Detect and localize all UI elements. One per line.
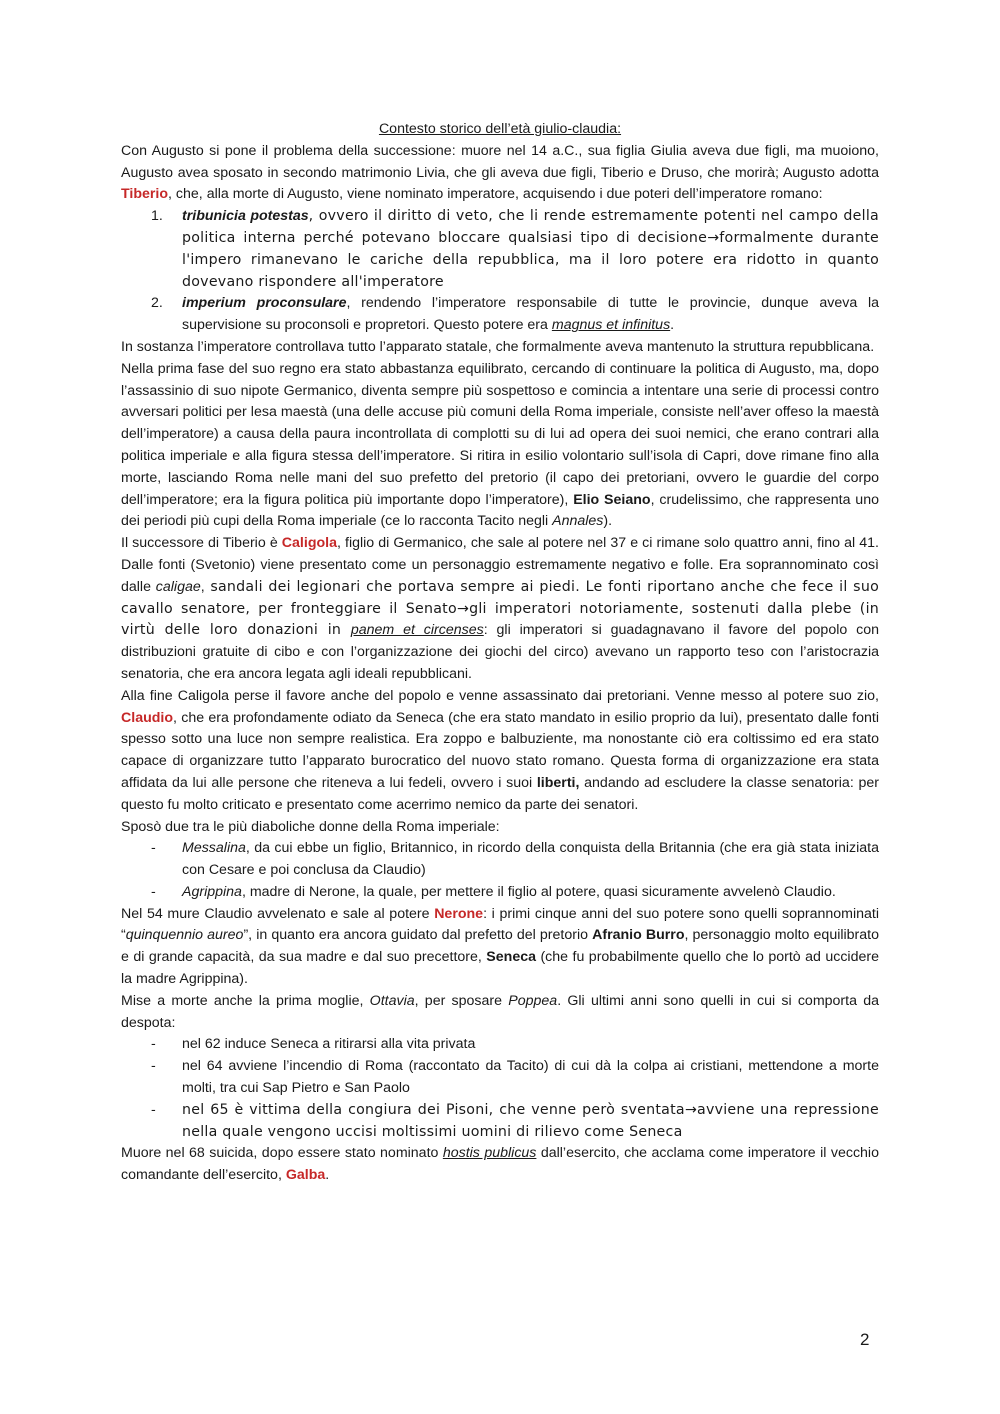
term-hostis: hostis publicus [442,1145,537,1162]
list-item-event-64: - nel 64 avviene l’incendio di Roma (raccontato da Tacito) di cui dà la colpa ai cristiani, mettendone a morte molti, tra cui Sap Pietro e San Paolo [151,1058,879,1097]
name-messalina: Messalina [182,840,246,857]
paragraph-summary: In sostanza l’imperatore controllava tutto l’apparato statale, che formalmente aveva mantenuto la struttura repubblicana. [121,338,875,355]
list-item-event-65: - nel 65 è vittima della congiura dei Pisoni, che venne però sventata→avviene una repressione nella quale vengono uccisi moltissimi uomini di rilievo come Seneca [151,1101,879,1140]
paragraph-claudio: Alla fine Caligola perse il favore anche del popolo e venne assassinato dai pretoriani. Venne messo al potere suo zio, Claudio, che era profondamente odiato da Seneca (che era stato mandato in esilio proprio da lui), presentato dalle fonti spesso sotto una luce non sempre realistica. Era zoppo e balbuziente, ma nonostante ciò era coltissimo ed era stato capace di organizzare tutto l’apparato burocratico del nuovo stato romano. Questa forma di organizzazione era stata affidata da lui alle persone che riteneva a lui fedeli, ovvero i suoi liberti, andando ad escludere la classe senatoria: per questo fu molto criticato e presentato come acerrimo nemico da parte dei senatori. [121,687,879,813]
name-caligola: Caligola [281,535,337,552]
name-galba: Galba [285,1167,326,1184]
powers-list [121,206,879,337]
term-liberti: liberti, [536,774,580,791]
name-poppea: Poppea [508,992,558,1009]
wives-list [121,838,879,903]
name-ottavia: Ottavia [369,992,415,1009]
term-tribunicia: tribunicia potestas [182,208,309,225]
term-quinquennio: quinquennio aureo [125,927,244,944]
name-claudio: Claudio [121,709,174,726]
title-annales: Annales [552,513,604,530]
section-title: Contesto storico dell’età giulio-claudia: [378,121,622,137]
term-imperium: imperium proconsulare [182,295,347,312]
list-item-messalina: - Messalina, da cui ebbe un figlio, Britannico, in ricordo della conquista della Britannia (che era già stata iniziata con Cesare e poi conclusa da Claudio) [151,840,879,879]
list-item-agrippina: - Agrippina, madre di Nerone, la quale, per mettere il figlio al potere, quasi sicuramente avvelenò Claudio. [121,882,879,904]
paragraph-mogli: Sposò due tra le più diaboliche donne della Roma imperiale: [121,818,500,835]
name-nerone: Nerone [434,905,484,922]
list-marker: - [151,883,156,900]
paragraph-succession: Con Augusto si pone il problema della successione: muore nel 14 a.C., sua figlia Giulia aveva due figli, ma muoiono, Augusto avea sposato in secondo matrimonio Livia, che gli aveva due figli, Tiberio e Druso, che morirà; Augusto adotta Tiberio, che, alla morte di Augusto, viene nominato imperatore, acquisendo i due poteri dell’imperatore romano: [121,142,879,203]
paragraph-despota: Mise a morte anche la prima moglie, Ottavia, per sposare Poppea. Gli ultimi anni sono quelli in cui si comporta da despota: [121,992,879,1031]
list-marker: - [151,1036,156,1053]
list-marker: - [151,1058,156,1075]
name-burro: Afranio Burro [592,927,685,944]
list-marker: - [151,840,156,857]
list-marker: 1. [151,208,163,225]
name-tiberio: Tiberio [121,186,169,203]
name-seiano: Elio Seiano [573,491,651,508]
name-agrippina: Agrippina [182,883,242,900]
paragraph-tiberio-regno: Nella prima fase del suo regno era stato abbastanza equilibrato, cercando di continuare la politica di Augusto, ma, dopo l’assassinio di suo nipote Germanico, diventa sempre più sospettoso e comincia a intentare una serie di processi contro avversari politici per lesa maestà (una delle accuse più comuni della Roma imperiale, consiste nell’aver offeso la maestà dell’imperatore) a causa della paura incontrollata di complotti su di lui ad opera dei suoi nemici, che erano contrari alla politica imperiale e alla figura stessa dell’imperatore. Si ritira in esilio volontario sull’isola di Capri, dove rimane fino alla morte, lasciando Roma nelle mani del suo prefetto del pretorio (il capo dei pretoriani, ovvero le guardie del corpo dell’imperatore; era la figura politica più importante dopo l’imperatore), Elio Seiano, crudelissimo, che rappresenta uno dei periodi più cupi della Roma imperiale (ce lo racconta Tacito negli Annales). [121,360,879,530]
list-item-tribunicia: 1. tribunicia potestas, ovvero il diritto di veto, che li rende estremamente potenti nel campo della politica interna perché potevano bloccare qualsiasi tipo di decisione→formalmente durante l'impero rimanevano le cariche della repubblica, ma il loro potere era ridotto in quanto dovevano rispondere all'imperatore [151,208,879,290]
list-item-event-62: - nel 62 induce Seneca a ritirarsi alla vita privata [121,1034,879,1056]
term-magnus: magnus et infinitus [551,317,671,334]
document-body [121,119,879,1187]
paragraph-morte-nerone: Muore nel 68 suicida, dopo essere stato nominato hostis publicus dall’esercito, che acclama come imperatore il vecchio comandante dell’esercito, Galba. [121,1145,879,1184]
paragraph-nerone: Nel 54 mure Claudio avvelenato e sale al potere Nerone: i primi cinque anni del suo potere sono quelli soprannominati “quinquennio aureo”, in quanto era ancora guidato dal prefetto del pretorio Afranio Burro, personaggio molto equilibrato e di grande capacità, da sua madre e dal suo precettore, Seneca (che fu probabilmente quello che lo portò ad uccidere la madre Agrippina). [121,905,880,988]
list-marker: - [151,1101,156,1118]
paragraph-caligola: Il successore di Tiberio è Caligola, figlio di Germanico, che sale al potere nel 37 e ci rimane solo quattro anni, fino al 41. Dalle fonti (Svetonio) viene presentato come un personaggio estremamente negativo e folle. Era soprannominato così dalle caligae, sandali dei legionari che portava sempre ai piedi. Le fonti riportano anche che fece il suo cavallo senatore, per fronteggiare il Senato→gli imperatori notoriamente, sostenuti dalla plebe (in virtù delle loro donazioni in panem et circenses: gli imperatori si guadagnavano il favore del popolo con distribuzioni gratuite di cibo e con l’organizzazione dei giochi del circo) avevano un rapporto teso con l’aristocrazia senatoria, che era ancora legata agli ideali repubblicani. [121,535,879,682]
list-marker: 2. [151,295,163,312]
term-caligae: caligae [155,578,201,595]
events-list [121,1034,879,1143]
page-number: 2 [860,1330,870,1349]
name-seneca: Seneca [486,949,536,966]
list-item-imperium: 2. imperium proconsulare, rendendo l’imperatore responsabile di tutte le provincie, dunque aveva la supervisione su proconsoli e propretori. Questo potere era magnus et infinitus. [151,295,879,334]
term-panem: panem et circenses [350,622,484,639]
